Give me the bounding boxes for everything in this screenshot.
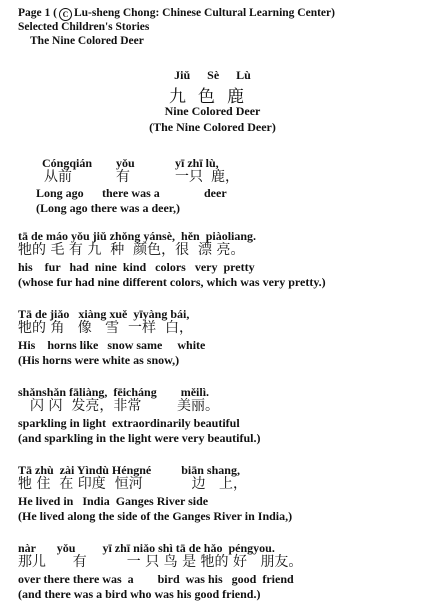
sentence-1-translation: (Long ago there was a deer,) [36, 201, 180, 215]
sentence-4-english: sparkling in light extraordinarily beautiful [18, 416, 240, 430]
sentence-4-hanzi: 闪 闪 发亮，非常 美丽。 [30, 398, 219, 414]
title-english: Nine Colored Deer [164, 104, 261, 118]
sentence-5-english: He lived in India Ganges River side [18, 494, 209, 508]
title-subtitle: (The Nine Colored Deer) [149, 120, 276, 134]
sentence-1-hanzi-d: 鹿， [211, 169, 239, 185]
sentence-1-english-c: deer [204, 186, 227, 200]
sentence-6-pinyin: nàr yǒu yī zhī niǎo shì tā de hǎo péngyou. [18, 541, 275, 555]
sentence-5-pinyin: Tā zhù zài Yìndù Héngné biān shang, [18, 463, 240, 477]
sentence-2-pinyin: tā de máo yǒu jiǔ zhǒng yánsè, hěn piàoliang. [18, 229, 257, 243]
sentence-4-translation: (and sparkling in the light were very beautiful.) [18, 431, 261, 445]
sentence-6-english: over there there was a bird was his good friend [18, 572, 294, 586]
header-page-label: Page 1 ( [18, 7, 57, 19]
sentence-3-hanzi: 牠的 角 像 雪 一样 白， [18, 320, 193, 336]
sentence-1-pinyin-b: yǒu [116, 156, 135, 170]
sentence-6-translation: (and there was a bird who was his good friend.) [18, 587, 261, 601]
sentence-2-hanzi: 牠的 毛 有 九 种 颜色，很 漂 亮。 [18, 242, 245, 258]
sentence-1-english-a: Long ago [36, 186, 84, 200]
sentence-6-hanzi: 那儿 有 一 只 鸟 是 牠的 好 朋友。 [18, 554, 303, 570]
sentence-3-pinyin: Tā de jiǎo xiàng xuě yīyàng bái, [18, 307, 190, 321]
sentence-1-hanzi-b: 有 [116, 169, 130, 185]
sentence-5-hanzi: 牠 住 在 印度 恒河 边 上， [18, 476, 248, 492]
sentence-1-english-b: there was a [102, 186, 160, 200]
sentence-2-translation: (whose fur had nine different colors, which was very pretty.) [18, 275, 326, 289]
title-hanzi: 九色鹿 [169, 87, 256, 107]
copyright-icon: C [59, 8, 72, 21]
header-collection: Selected Children's Stories [18, 21, 150, 33]
sentence-3-english: His horns like snow same white [18, 338, 206, 352]
sentence-4-pinyin: shǎnshǎn fāliàng, fēicháng měilì. [18, 385, 210, 399]
title-pinyin: Jiǔ Sè Lù [174, 68, 251, 82]
sentence-2-english: his fur had nine kind colors very pretty [18, 260, 255, 274]
sentence-5-translation: (He lived along the side of the Ganges River in India,) [18, 509, 293, 523]
header-story-name: The Nine Colored Deer [30, 35, 144, 47]
sentence-1-hanzi-c: 一只 [175, 169, 203, 185]
sentence-1-hanzi-a: 从前 [44, 169, 72, 185]
sentence-3-translation: (His horns were white as snow,) [18, 353, 180, 367]
header-author: Lu-sheng Chong: Chinese Cultural Learning Center) [73, 7, 335, 19]
sentence-1-pinyin-c: yī zhī lù, [175, 156, 219, 170]
header-source-line [18, 7, 335, 21]
sentence-1-pinyin-a: Cóngqián [42, 156, 93, 170]
